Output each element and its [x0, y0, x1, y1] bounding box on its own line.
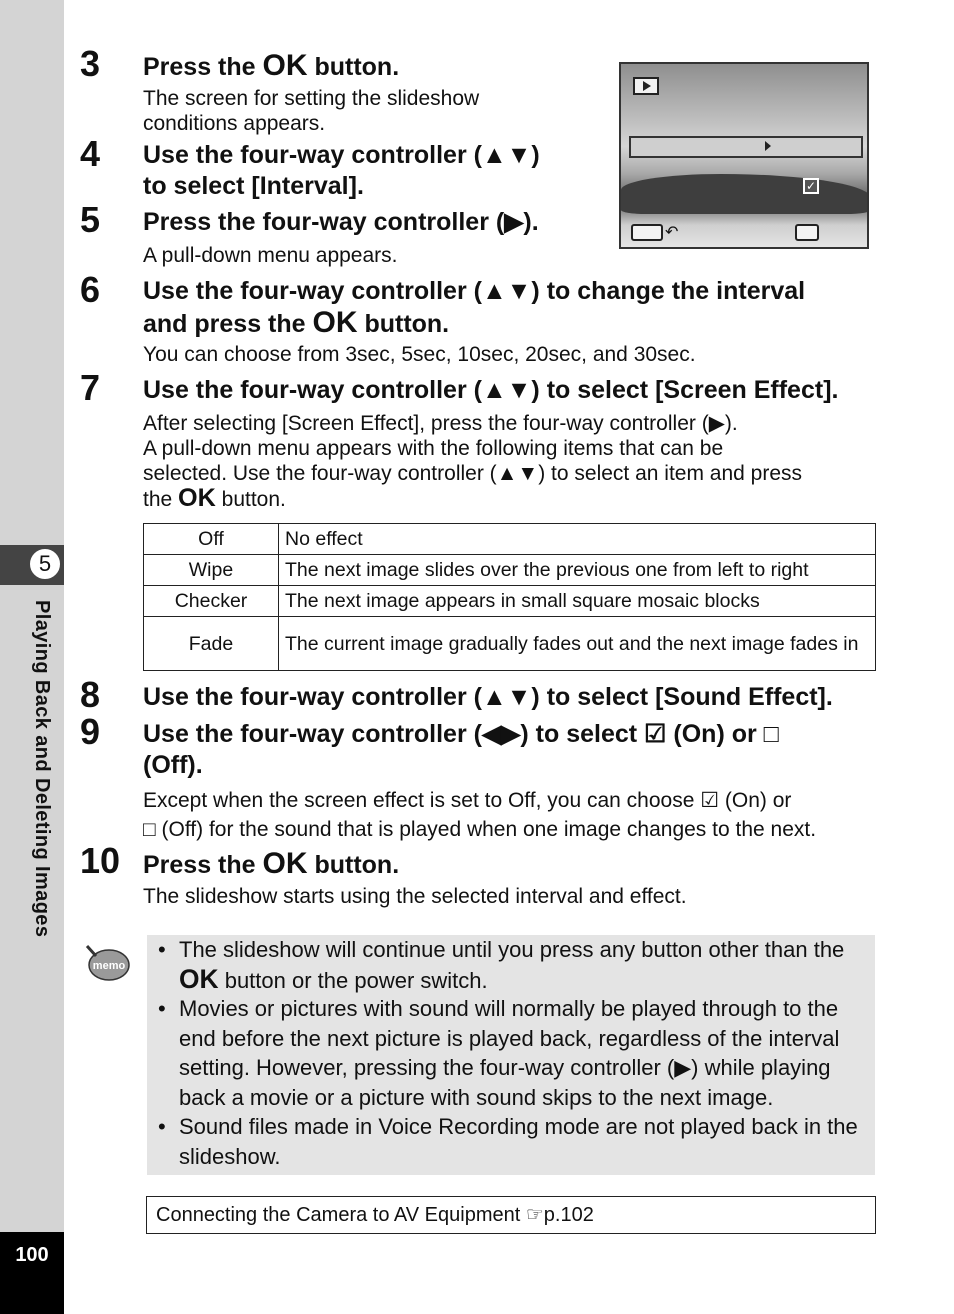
- step-body: After selecting [Screen Effect], press the four-way controller (▶). A pull-down menu appears with the following items that can be selected. Use the four-way controller (▲▼) to select an item and press the OK button.: [143, 412, 803, 512]
- table-row: [144, 555, 876, 586]
- effect-description: The current image gradually fades out and the next image fades in: [279, 617, 876, 671]
- memo-item: • Movies or pictures with sound will normally be played through to the end before the next picture is played back, regardless of the interval setting. However, pressing the four-way controller (▶) while playing back a movie or a picture with sound skips to the next image.: [158, 996, 840, 1110]
- screen-effect-table: [143, 523, 876, 671]
- right-arrow-icon: [765, 141, 771, 151]
- step-title: Use the four-way controller (▲▼) to select [Sound Effect].: [143, 683, 833, 711]
- reference-link[interactable]: Connecting the Camera to AV Equipment ☞p.102: [156, 1204, 594, 1226]
- step-body: Except when the screen effect is set to Off, you can choose ☑ (On) or □ (Off) for the sound that is played when one image changes to the next.: [143, 789, 817, 841]
- memo-item: • Sound files made in Voice Recording mode are not played back in the slideshow.: [158, 1114, 858, 1169]
- chapter-title: Playing Back and Deleting Images: [31, 600, 53, 938]
- step-body: The screen for setting the slideshow conditions appears.: [143, 87, 480, 135]
- svg-text:memo: memo: [92, 960, 126, 972]
- step-number: 3: [80, 43, 101, 84]
- page-number: 100: [15, 1244, 49, 1266]
- step-title: Press the OK button.: [143, 49, 400, 82]
- step-number: 9: [80, 711, 101, 752]
- table-row: [144, 524, 876, 555]
- step-body: You can choose from 3sec, 5sec, 10sec, 20sec, and 30sec.: [143, 343, 696, 366]
- table-row: [144, 617, 876, 671]
- step-number: 6: [80, 269, 101, 310]
- step-number: 4: [80, 133, 101, 174]
- effect-name: Off: [144, 524, 279, 555]
- effect-name: Fade: [144, 617, 279, 671]
- effect-name: Checker: [144, 586, 279, 617]
- step-title: Use the four-way controller (▲▼) to select [Screen Effect].: [143, 376, 839, 404]
- memo-icon: [84, 942, 130, 982]
- memo-item: • The slideshow will continue until you press any button other than the OK button or the power switch.: [158, 937, 845, 994]
- step-title: Press the four-way controller (▶).: [143, 208, 539, 236]
- step-number: 8: [80, 674, 101, 715]
- effect-name: Wipe: [144, 555, 279, 586]
- step-title: Use the four-way controller (◀▶) to select ☑ (On) or □ (Off).: [143, 720, 779, 779]
- step-title: Use the four-way controller (▲▼) to change the interval and press the OK button.: [143, 277, 806, 339]
- effect-description: The next image appears in small square mosaic blocks: [279, 586, 876, 617]
- interval-bar: [629, 136, 863, 158]
- ok-button-indicator: [795, 224, 819, 241]
- step-title: Press the OK button.: [143, 847, 400, 880]
- menu-button-indicator: [631, 224, 663, 241]
- step-number: 5: [80, 199, 101, 240]
- step-number: 7: [80, 367, 101, 408]
- back-icon: ↶: [665, 224, 679, 241]
- effect-description: No effect: [279, 524, 876, 555]
- effect-description: The next image slides over the previous one from left to right: [279, 555, 876, 586]
- playback-icon: [633, 77, 659, 95]
- step-body: A pull-down menu appears.: [143, 244, 398, 267]
- step-title: Use the four-way controller (▲▼) to select [Interval].: [143, 141, 540, 200]
- table-row: [144, 586, 876, 617]
- step-number: 10: [80, 840, 121, 881]
- step-body: The slideshow starts using the selected interval and effect.: [143, 885, 687, 908]
- reference-box: [146, 1196, 876, 1234]
- camera-screen: [619, 62, 869, 249]
- chapter-number: 5: [28, 547, 62, 581]
- check-icon: ✓: [803, 178, 819, 194]
- beach-image-trees: [621, 174, 869, 214]
